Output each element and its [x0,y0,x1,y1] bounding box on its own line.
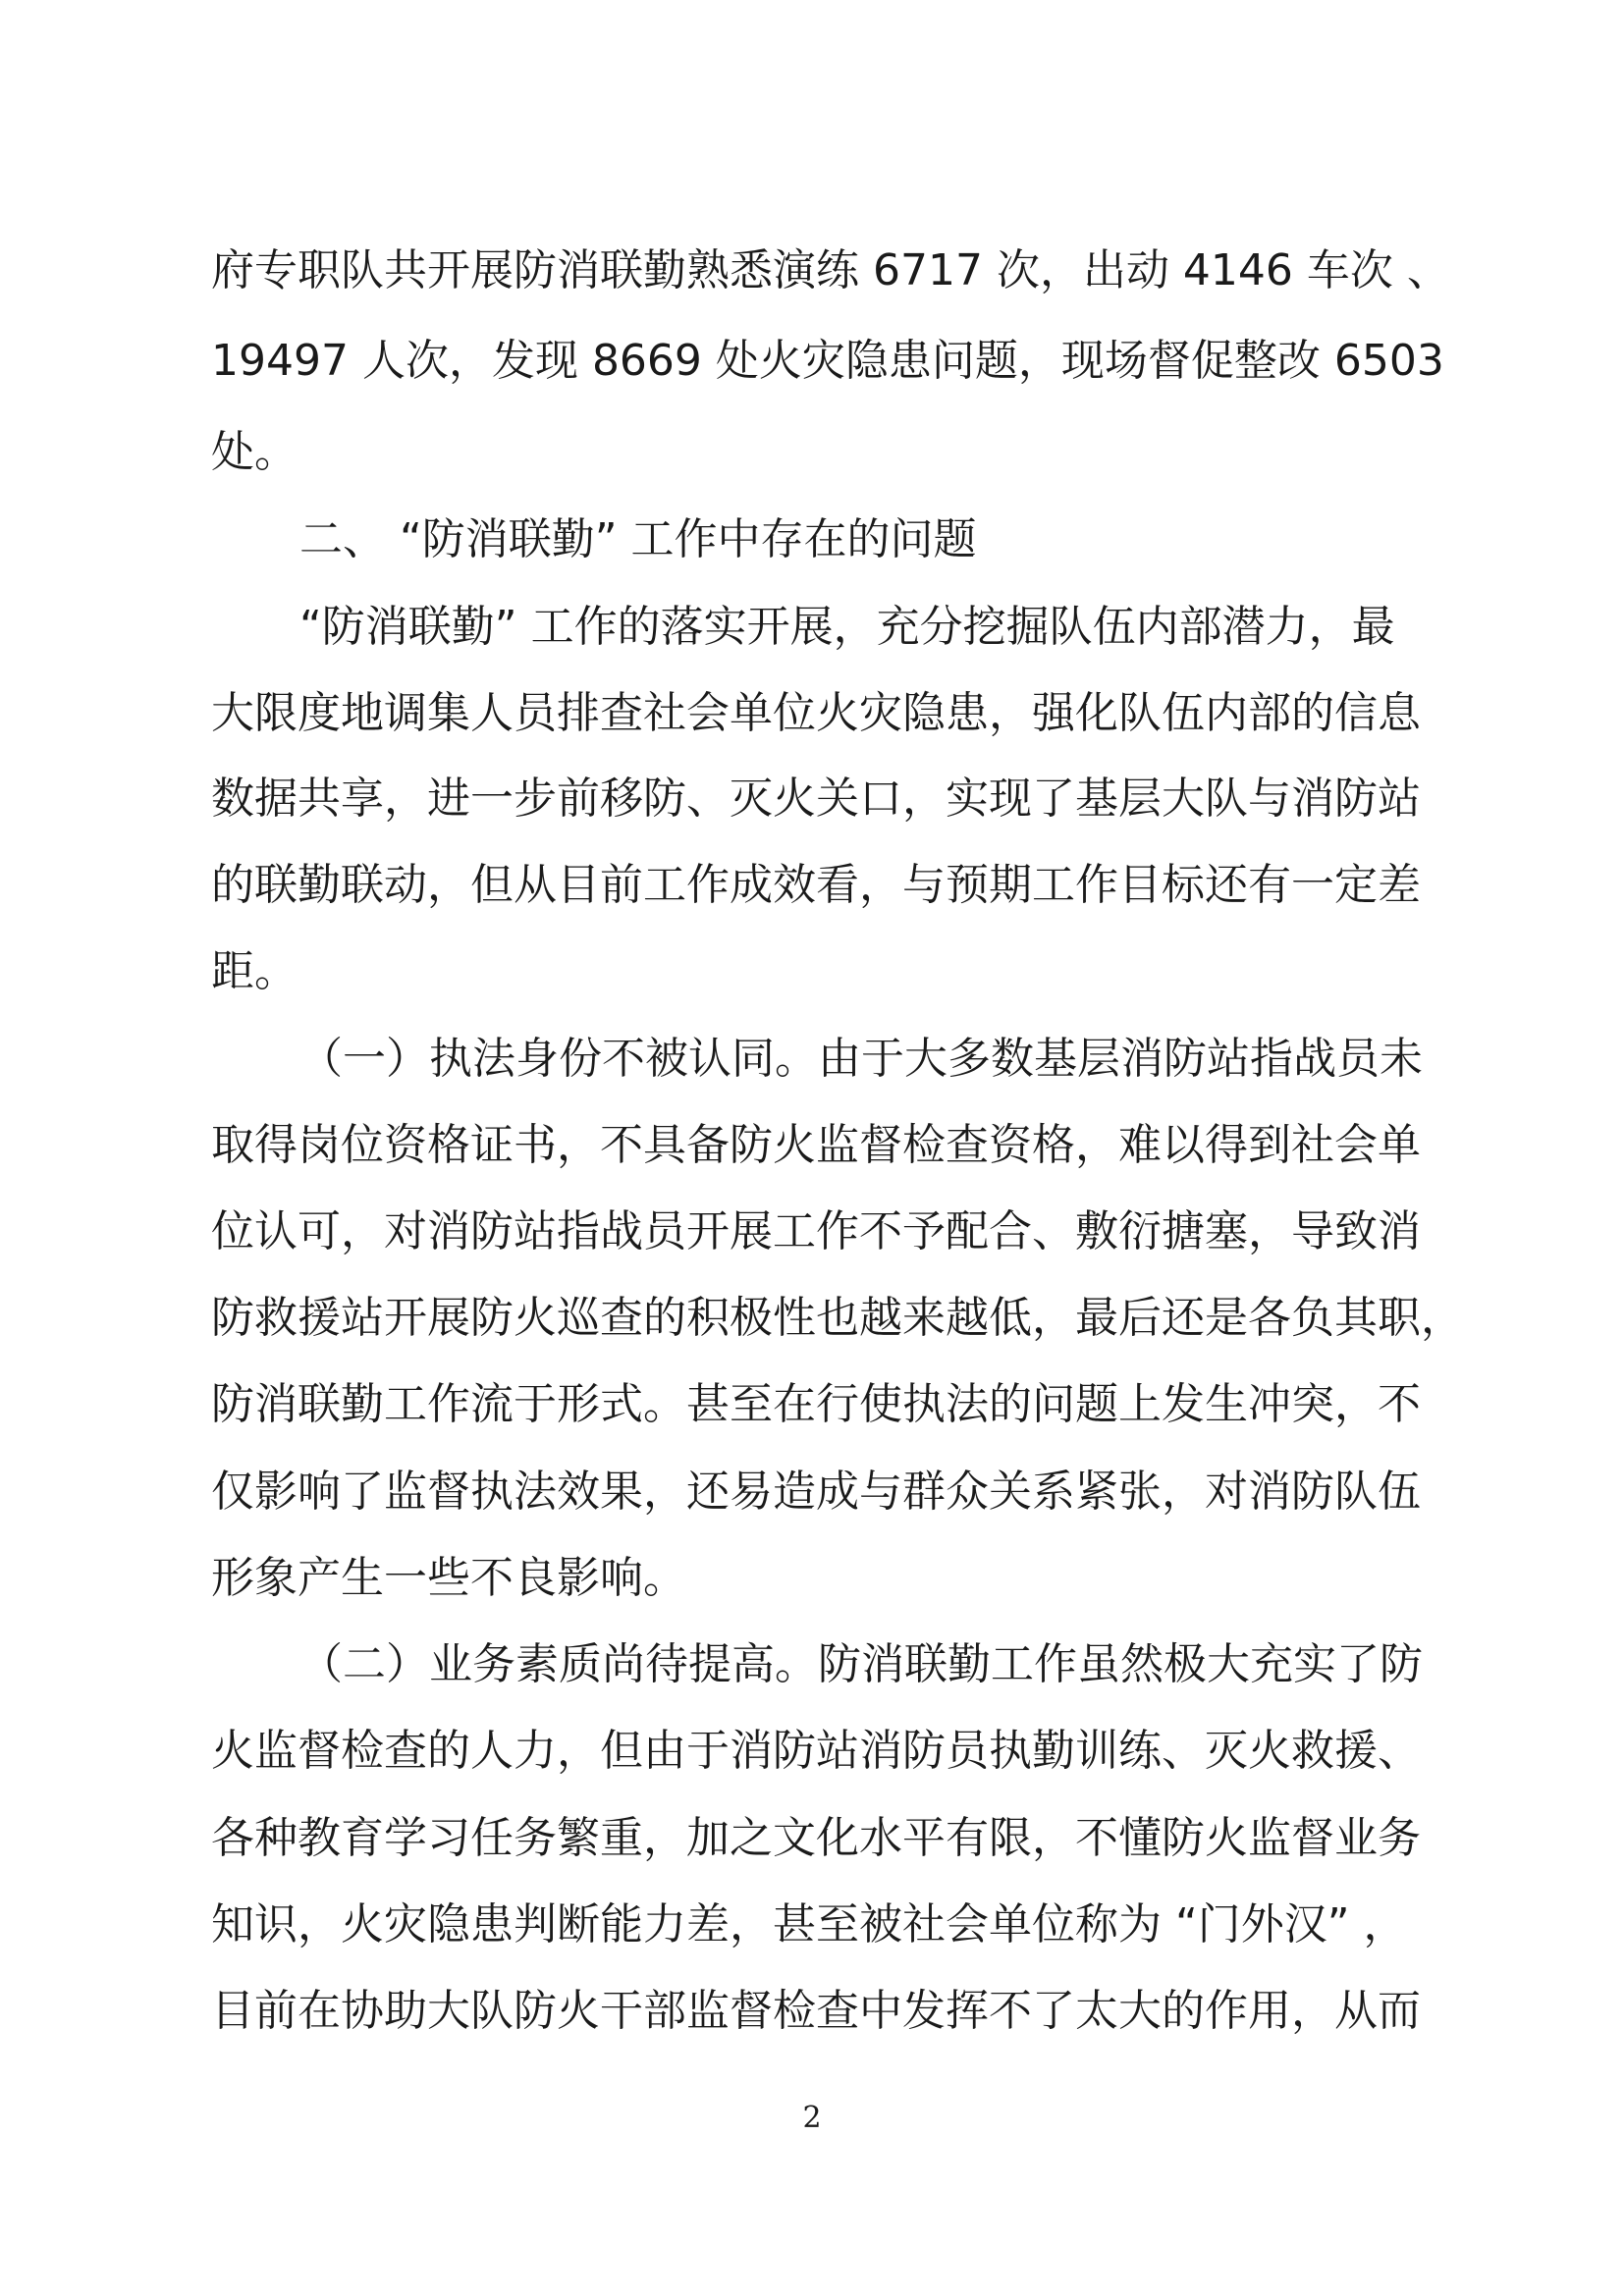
text-line: 处。 [211,427,298,477]
text-line: 防消联勤工作流于形式。甚至在行使执法的问题上发生冲突，不 [211,1379,1421,1429]
text-line: 各种教育学习任务繁重，加之文化水平有限，不懂防火监督业务 [211,1813,1421,1863]
subsection-line: （二）业务素质尚待提高。防消联勤工作虽然极大充实了防 [299,1639,1423,1689]
text-line: 位认可，对消防站指战员开展工作不予配合、敷衍搪塞，导致消 [211,1206,1421,1256]
text-line: 的联勤联动，但从目前工作成效看，与预期工作目标还有一定差 [211,860,1421,910]
text-line: 数据共享，进一步前移防、灭火关口，实现了基层大队与消防站 [211,774,1421,824]
subsection-line: （一）执法身份不被认同。由于大多数基层消防站指战员未 [299,1034,1423,1084]
page-number: 2 [802,2101,822,2135]
text-line: 距。 [211,946,298,996]
text-line: 19497 人次，发现 8669 处火灾隐患问题，现场督促整改 6503 [211,336,1444,386]
text-line: 取得岗位资格证书，不具备防火监督检查资格，难以得到社会单 [211,1120,1421,1170]
section-heading: 二、 “防消联勤” 工作中存在的问题 [299,514,977,564]
text-line: 目前在协助大队防火干部监督检查中发挥不了太大的作用，从而 [211,1986,1421,2036]
text-line: 知识，火灾隐患判断能力差，甚至被社会单位称为 “门外汉” ， [211,1899,1407,1949]
text-line: 大限度地调集人员排查社会单位火灾隐患，强化队伍内部的信息 [211,688,1421,738]
text-line: 仅影响了监督执法效果，还易造成与群众关系紧张，对消防队伍 [211,1467,1421,1517]
text-line: “防消联勤” 工作的落实开展，充分挖掘队伍内部潜力，最 [299,602,1395,652]
text-line: 火监督检查的人力，但由于消防站消防员执勤训练、灭火救援、 [211,1726,1421,1776]
text-line: 形象产生一些不良影响。 [211,1553,686,1603]
text-line: 防救援站开展防火巡查的积极性也越来越低，最后还是各负其职， [211,1293,1464,1343]
text-line: 府专职队共开展防消联勤熟悉演练 6717 次，出动 4146 车次 、 [211,245,1450,295]
